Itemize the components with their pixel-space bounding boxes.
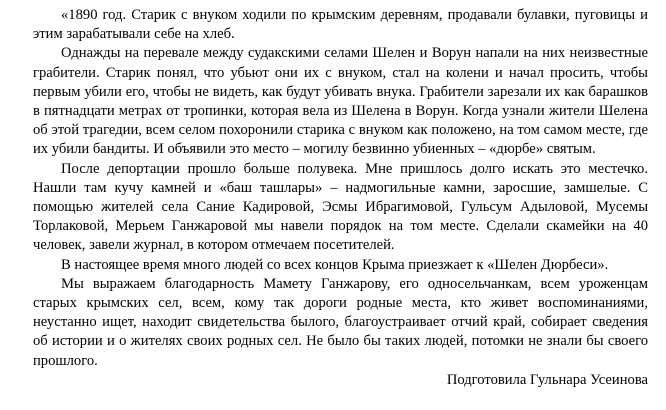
paragraph-deportation: После депортации прошло больше полувека. Мне пришлось долго искать это местечко. Нашли там кучу камней и «баш ташлары» – надмогильные камни, заросшие, замшелые. С помощью жителей села Сание Кадировой, Эсмы Ибрагимовой, Гульсум Адыловой, Мусемы Торлаковой, Мерьем Ганжаровой мы навели порядок на том месте. Сделали скамейки на 40 человек, завели журнал, в котором отмечаем посетителей. [33, 160, 648, 254]
author-signature: Подготовила Гульнара Усеинова [446, 371, 648, 388]
paragraph-robbery: Однажды на перевале между судакскими селами Шелен и Ворун напали на них неизвестные грабители. Старик понял, что убьют они их с внуком, стал на колени и начал просить, чтобы первым убили его, чтобы не видеть, как будут убивать внука. Грабители зарезали их как барашков в пятнадцати метрах от тропинки, которая вела из Шелена в Ворун. Когда узнали жители Шелена об этой трагедии, всем селом похоронили старика с внуком как положено, на том самом месте, где их убили бандиты. И объявили это место – могилу безвинно убиенных – «дюрбе» святым. [33, 45, 648, 158]
paragraph-visitors: В настоящее время много людей со всех концов Крыма приезжает к «Шелен Дюрбеси». [61, 256, 609, 273]
article-body [33, 6, 648, 390]
paragraph-gratitude: Мы выражаем благодарность Мамету Ганжарову, его односельчанкам, всем уроженцам старых крымских сел, всем, кому так дороги родные места, кто живет воспоминаниями, неустанно ищет, находит свидетельства былого, благоустраивает отчий край, собирает сведения об истории и о жителях своих родных сел. Не было бы таких людей, потомки не знали бы своего прошлого. [33, 275, 648, 369]
paragraph-intro: «1890 год. Старик с внуком ходили по крымским деревням, продавали булавки, пуговицы и этим зарабатывали себе на хлеб. [33, 7, 648, 43]
